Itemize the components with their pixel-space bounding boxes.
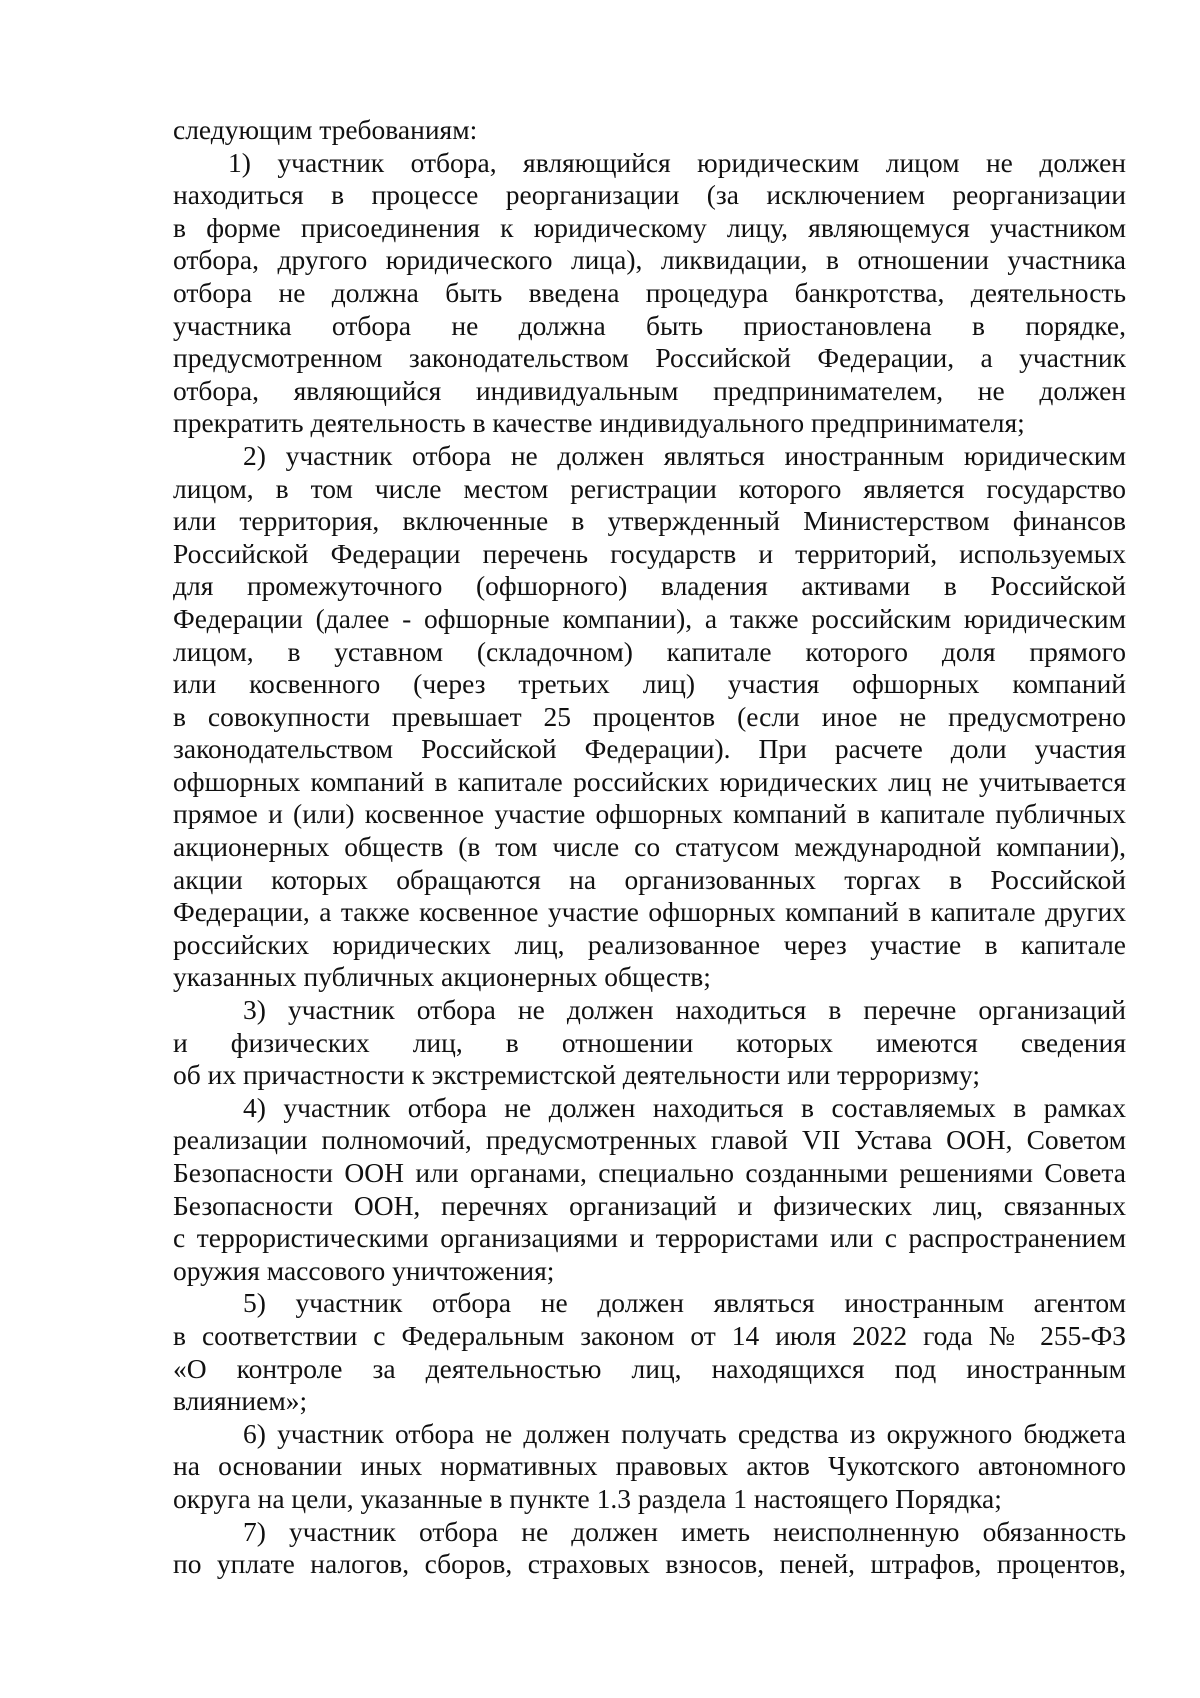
text-line: Федерации, а также косвенное участие офшорных компаний в капитале других [173,896,1126,928]
paragraph-intro [173,114,1126,147]
text-line: офшорных компаний в капитале российских юридических лиц не учитывается [173,765,1126,797]
text-line: или косвенного (через третьих лиц) участия офшорных компаний [173,668,1126,700]
paragraph-item-2 [173,440,1126,994]
paragraph-item-5 [173,1287,1126,1417]
text-line: акции которых обращаются на организованных торгах в Российской [173,863,1126,895]
text-line: в совокупности превышает 25 процентов (если иное не предусмотрено [173,700,1126,732]
text-line: 5) участник отбора не должен являться иностранным агентом [243,1287,1126,1319]
text-line: округа на цели, указанные в пункте 1.3 раздела 1 настоящего Порядка; [173,1482,1002,1514]
text-line: участника отбора не должна быть приостановлена в порядке, [173,309,1126,341]
text-line: Российской Федерации перечень государств и территорий, используемых [173,537,1126,569]
text-line: Безопасности ООН или органами, специально созданными решениями Совета [173,1157,1126,1188]
paragraph-item-3 [173,994,1126,1092]
text-line: прекратить деятельность в качестве индивидуального предпринимателя; [173,407,1025,439]
text-line: находиться в процессе реорганизации (за исключением реорганизации [173,179,1126,211]
text-line: отбора, другого юридического лица), ликвидации, в отношении участника [173,244,1126,276]
text-line: для промежуточного (офшорного) владения активами в Российской [173,570,1126,602]
text-line: следующим требованиям: [173,114,478,145]
text-line: лицом, в том числе местом регистрации которого является государство [173,472,1126,504]
paragraph-item-4 [173,1092,1126,1288]
text-line: законодательством Российской Федерации). При расчете доли участия [173,733,1126,765]
paragraph-item-1 [173,147,1126,440]
text-line: 7) участник отбора не должен иметь неисполненную обязанность [243,1515,1126,1547]
text-line: 3) участник отбора не должен находиться в перечне организаций [243,994,1126,1026]
text-line: акционерных обществ (в том числе со статусом международной компании), [173,831,1126,863]
text-line: и физических лиц, в отношении которых имеются сведения [173,1026,1126,1058]
text-line: отбора, являющийся индивидуальным предпринимателем, не должен [173,374,1126,406]
paragraph-item-7 [173,1516,1126,1581]
text-line: влиянием»; [173,1385,308,1417]
text-line: прямое и (или) косвенное участие офшорных компаний в капитале публичных [173,798,1126,830]
paragraph-item-6 [173,1418,1126,1516]
text-line: «О контроле за деятельностью лиц, находящихся под иностранным [173,1352,1126,1384]
text-line: или территория, включенные в утвержденный Министерством финансов [173,505,1126,537]
document-body [173,114,1126,1581]
text-line: Федерации (далее - офшорные компании), а также российским юридическим [173,602,1126,634]
text-line: 2) участник отбора не должен являться иностранным юридическим [243,439,1126,471]
text-line: оружия массового уничтожения; [173,1254,555,1286]
text-line: 4) участник отбора не должен находиться в составляемых в рамках [243,1091,1126,1123]
text-line: в соответствии с Федеральным законом от 14 июля 2022 года № 255-ФЗ [173,1319,1126,1351]
text-line: по уплате налогов, сборов, страховых взносов, пеней, штрафов, процентов, [173,1548,1126,1580]
text-line: российских юридических лиц, реализованное через участие в капитале [173,928,1126,960]
text-line: отбора не должна быть введена процедура банкротства, деятельность [173,276,1126,308]
text-line: 1) участник отбора, являющийся юридическим лицом не должен [228,146,1126,178]
text-line: в форме присоединения к юридическому лицу, являющемуся участником [173,211,1126,243]
text-line: указанных публичных акционерных обществ; [173,961,711,993]
text-line: с террористическими организациями и террористами или с распространением [173,1222,1126,1254]
text-line: 6) участник отбора не должен получать средства из окружного бюджета [243,1417,1126,1449]
text-line: реализации полномочий, предусмотренных главой VII Устава ООН, Советом [173,1124,1126,1156]
text-line: предусмотренном законодательством Российской Федерации, а участник [173,342,1126,374]
text-line: лицом, в уставном (складочном) капитале которого доля прямого [173,635,1126,667]
text-line: на основании иных нормативных правовых актов Чукотского автономного [173,1450,1126,1482]
text-line: об их причастности к экстремистской деятельности или терроризму; [173,1059,980,1091]
text-line: Безопасности ООН, перечнях организаций и физических лиц, связанных [173,1189,1126,1221]
